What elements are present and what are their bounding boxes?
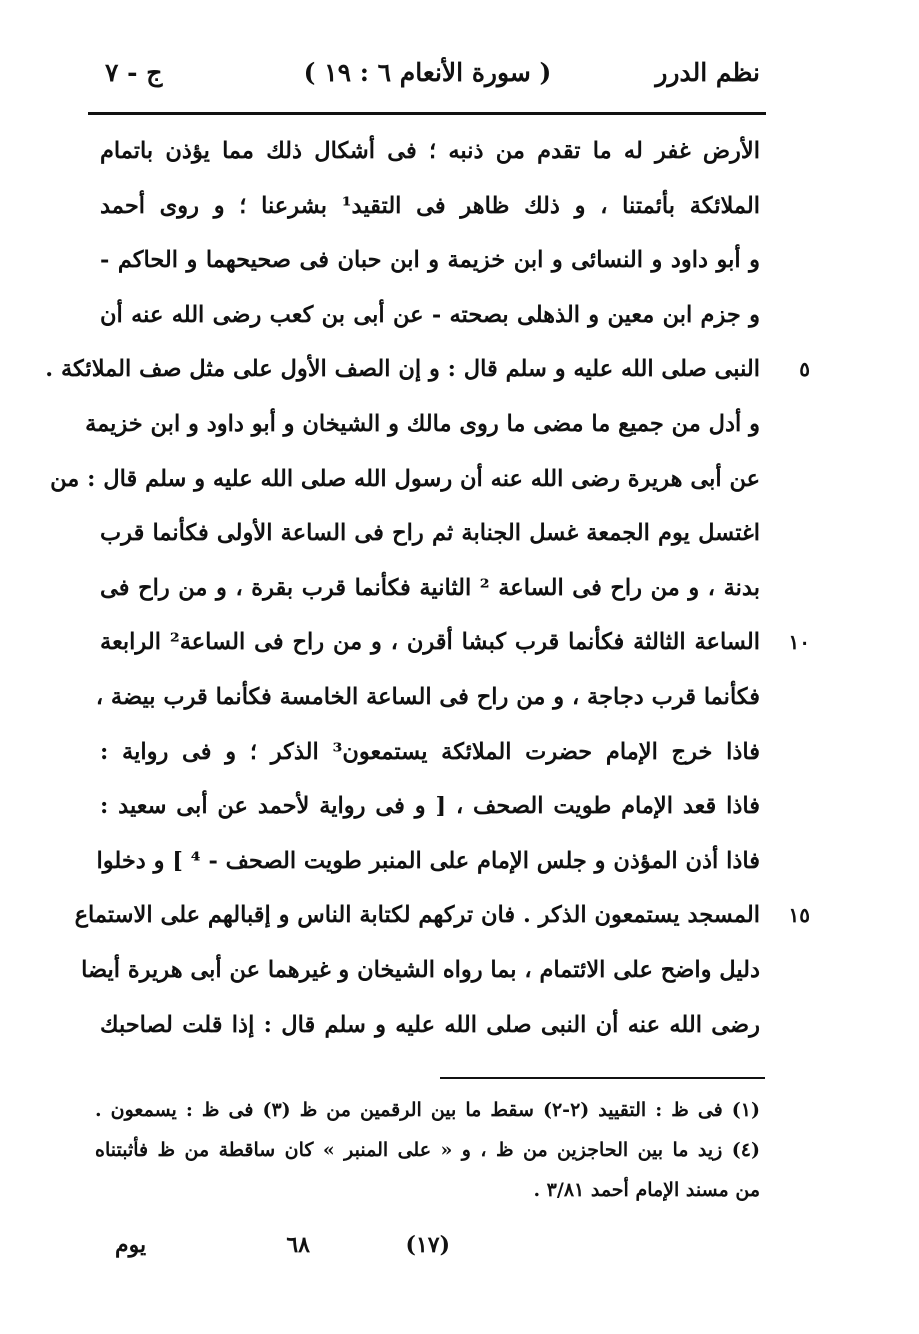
line-text: فكأنما قرب دجاجة ، و من راح فى الساعة الخامسة فكأنما قرب بيضة ، [95,683,760,710]
line-text: و جزم ابن معين و الذهلى بصحته - عن أبى بن كعب رضى الله عنه أن [100,301,760,328]
text-line [45,342,810,397]
line-text: الساعة الثالثة فكأنما قرب كبشا أقرن ، و من راح فى الساعة² الرابعة [100,629,761,656]
line-text: عن أبى هريرة رضى الله عنه أن رسول الله صلى الله عليه و سلم قال : من [50,465,760,492]
signature-number: (١٧) [405,1232,450,1258]
text-line [100,506,760,561]
text-line [100,725,760,780]
line-text: فاذا خرج الإمام حضرت الملائكة يستمعون³ الذكر ؛ و فى رواية : [100,738,760,765]
line-number: ١٥ [788,903,810,928]
line-text: المسجد يستمعون الذكر . فان تركهم لكتابة الناس و إقبالهم على الاستماع [74,902,760,929]
text-line [50,452,760,507]
line-text: رضى الله عنه أن النبى صلى الله عليه و سلم قال : إذا قلت لصاحبك [100,1011,760,1038]
text-line [100,561,760,616]
footnote-line: (٤) زيد ما بين الحاجزين من ظ ، و « على المنبر » كان ساقطة من ظ فأثبتناه [95,1139,760,1161]
text-line [100,615,810,670]
line-text: فاذا قعد الإمام طويت الصحف ، [ و فى رواية لأحمد عن أبى سعيد : [100,793,760,820]
line-text: فاذا أذن المؤذن و جلس الإمام على المنبر طويت الصحف - ⁴ ] و دخلوا [96,847,760,874]
sura-reference: ( سورة الأنعام ٦ : ١٩ ) [303,58,552,87]
line-text: الأرض غفر له ما تقدم من ذنبه ؛ فى أشكال ذلك مما يؤذن باتمام [100,138,760,164]
text-line [100,288,760,343]
text-line [100,124,760,179]
footnote-line: من مسند الإمام أحمد ٣/٨١ . [533,1179,760,1201]
text-line [74,888,810,943]
book-title: نظم الدرر [655,58,760,87]
signature-page: ٦٨ [286,1232,310,1258]
header-rule [88,112,766,115]
text-line [100,179,760,234]
line-text: و أدل من جميع ما مضى ما روى مالك و الشيخان و أبو داود و ابن خزيمة [85,410,760,437]
line-number: ١٠ [788,630,810,655]
text-line [95,670,760,725]
catchword: يوم [115,1232,147,1258]
body-text [45,124,810,1052]
text-line [100,233,760,288]
line-text: دليل واضح على الائتمام ، بما رواه الشيخان و غيرهما عن أبى هريرة أيضا [81,956,760,983]
line-text: بدنة ، و من راح فى الساعة ² الثانية فكأنما قرب بقرة ، و من راح فى [100,574,760,601]
page-footer [100,1232,620,1272]
text-line [96,834,760,889]
volume-label: ج - ٧ [105,58,163,87]
line-text: اغتسل يوم الجمعة غسل الجنابة ثم راح فى الساعة الأولى فكأنما قرب [100,520,760,547]
footnotes [95,1090,760,1210]
running-head [95,58,760,98]
line-number: ٥ [799,357,810,382]
line-text: الملائكة بأئمتنا ، و ذلك ظاهر فى التقيد¹ بشرعنا ؛ و روى أحمد [100,192,760,219]
footnote-rule [440,1077,765,1079]
text-line [100,779,760,834]
footnote-line: (١) فى ظ : التقييد (٢-٢) سقط ما بين الرقمين من ظ (٣) فى ظ : يسمعون . [95,1099,761,1121]
line-text: النبى صلى الله عليه و سلم قال : و إن الصف الأول على مثل صف الملائكة . [45,356,760,383]
text-line [81,943,760,998]
text-line [85,397,760,452]
line-text: و أبو داود و النسائى و ابن خزيمة و ابن حبان فى صحيحهما و الحاكم - [100,247,760,274]
text-line [100,998,760,1053]
